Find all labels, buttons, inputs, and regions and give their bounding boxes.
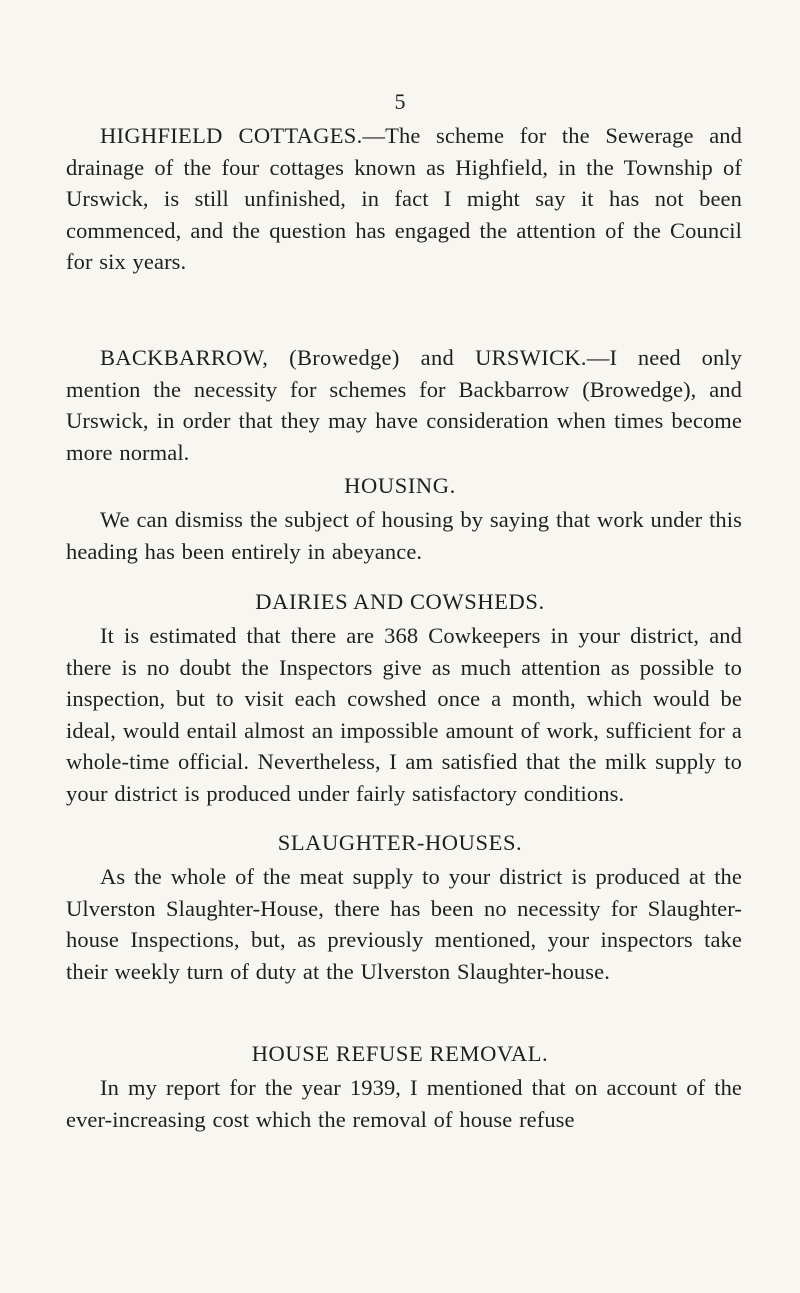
slaughter-houses-paragraph: As the whole of the meat supply to your district is produced at the Ulverston Slaughter-House, there has been no necessity for Slaughter-house Inspections, but, as previously mentioned, your inspectors take their weekly turn of duty at the Ulverston Slaughter-house.	[66, 864, 742, 984]
dairies-cowsheds-paragraph: It is estimated that there are 368 Cowkeepers in your district, and there is no doubt the Inspectors give as much attention as possible to inspection, but to visit each cowshed once a month, which would be ideal, would entail almost an impossible amount of work, sufficient for a whole-time official. Nevertheless, I am satisfied that the milk supply to your district is produced under fairly satisfactory conditions.	[66, 623, 742, 806]
housing-paragraph: We can dismiss the subject of housing by saying that work under this heading has been entirely in abeyance.	[66, 507, 742, 564]
housing-heading: HOUSING.	[344, 473, 456, 498]
highfield-cottages-section	[66, 120, 742, 278]
house-refuse-removal-paragraph: In my report for the year 1939, I mentioned that on account of the ever-increasing cost which the removal of house refuse	[66, 1075, 742, 1132]
highfield-cottages-paragraph	[66, 120, 742, 278]
backbarrow-urswick-lead: BACKBARROW, (Browedge) and URSWICK.	[100, 345, 587, 370]
backbarrow-urswick-paragraph	[66, 342, 742, 468]
highfield-cottages-body: —The scheme for the Sewerage and drainage of the four cottages known as Highfield, in the Township of Urswick, is still unfinished, in fact I might say it has not been commenced, and the question has engaged the attention of the Council for six years.	[66, 123, 742, 275]
highfield-cottages-lead: HIGHFIELD COTTAGES.	[100, 123, 363, 148]
dairies-cowsheds-heading: DAIRIES AND COWSHEDS.	[255, 589, 545, 614]
slaughter-houses-section	[66, 861, 742, 987]
slaughter-houses-heading: SLAUGHTER-HOUSES.	[277, 830, 523, 855]
housing-section	[66, 504, 742, 567]
page-number: 5	[394, 89, 406, 114]
house-refuse-removal-heading: HOUSE REFUSE REMOVAL.	[251, 1041, 549, 1066]
backbarrow-urswick-body: —I need only mention the necessity for schemes for Backbarrow (Browedge), and Urswick, in order that they may have consideration when times become more normal.	[66, 345, 742, 465]
dairies-cowsheds-section	[66, 620, 742, 810]
backbarrow-urswick-section	[66, 342, 742, 468]
house-refuse-removal-section	[66, 1072, 742, 1135]
